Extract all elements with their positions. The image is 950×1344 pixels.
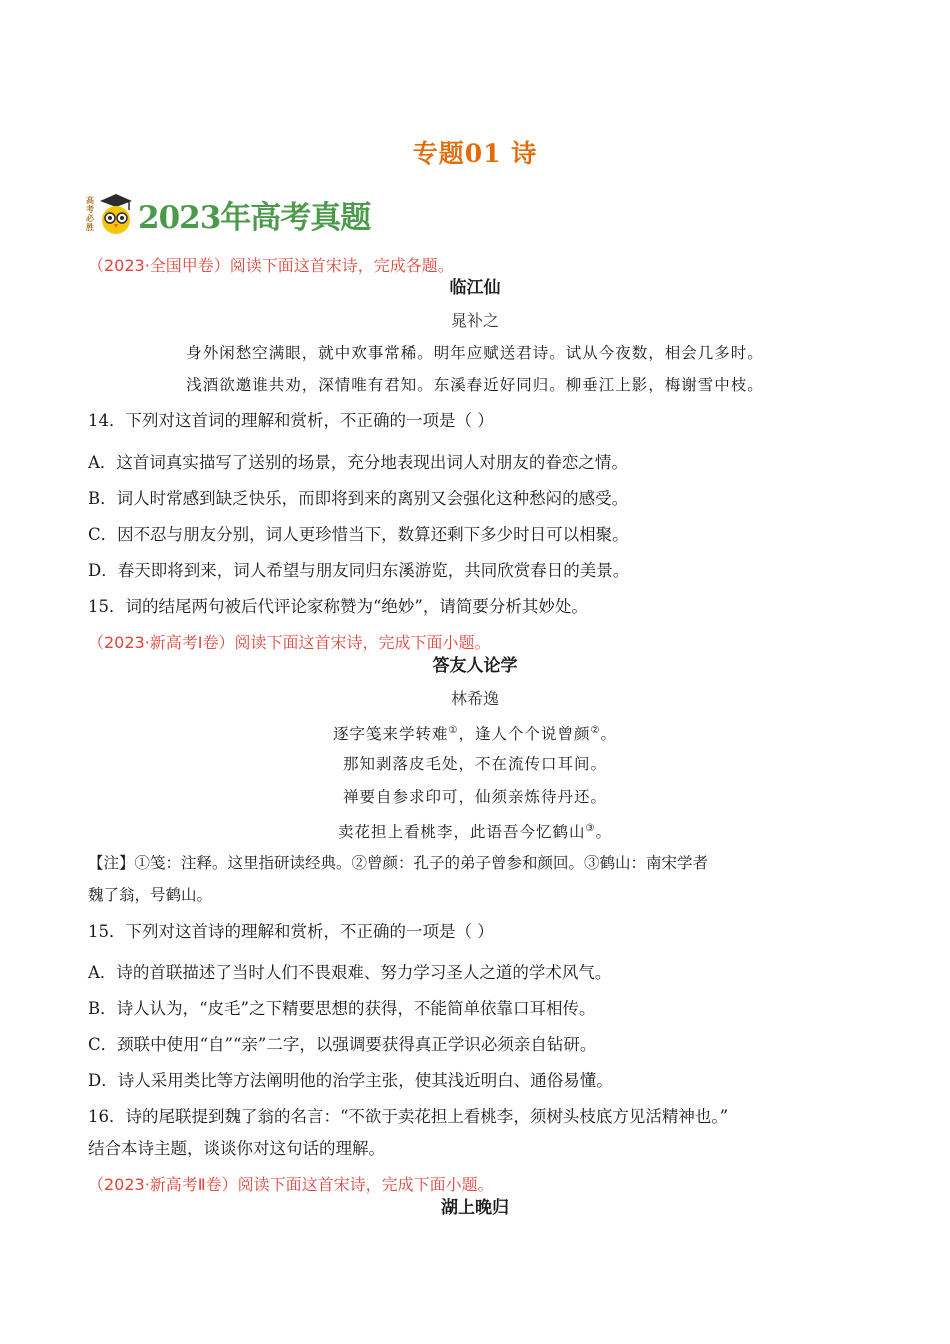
section2-verse-4 xyxy=(0,817,950,844)
footnote-mark: ② xyxy=(590,725,601,736)
footnote-mark: ③ xyxy=(585,823,596,834)
section1-author: 晁补之 xyxy=(450,311,499,330)
owl-mascot-icon xyxy=(98,192,134,236)
banner-title: 2023年高考真题 xyxy=(138,199,371,236)
section3-poem-title: 湖上晚归 xyxy=(441,1198,509,1218)
document-title: 专题01 诗 xyxy=(412,139,538,168)
section1-question-14: 14．下列对这首词的理解和赏析，不正确的一项是（ ） xyxy=(88,411,494,430)
section1-option-a: A．这首词真实描写了送别的场景，充分地表现出词人对朋友的眷恋之情。 xyxy=(88,453,628,472)
section2-question-16-line-1: 16．诗的尾联提到魏了翁的名言：“不欲于卖花担上看桃李，须树头枝底方见活精神也。” xyxy=(88,1107,729,1126)
section1-source: （2023·全国甲卷）阅读下面这首宋诗，完成各题。 xyxy=(88,256,454,275)
verse-text: 。 xyxy=(600,725,617,744)
section1-poem-title: 临江仙 xyxy=(449,278,501,298)
section2-question-16-line-2: 结合本诗主题，谈谈你对这句话的理解。 xyxy=(88,1139,385,1158)
section1-option-b: B．词人时常感到缺乏快乐，而即将到来的离别又会强化这种愁闷的感受。 xyxy=(88,489,629,508)
section-banner xyxy=(86,190,370,238)
section1-option-c: C．因不忍与朋友分别，词人更珍惜当下，数算还剩下多少时日可以相聚。 xyxy=(88,525,629,544)
section2-option-c: C．颈联中使用“自”“亲”二字，以强调要获得真正学识必须亲自钻研。 xyxy=(88,1035,597,1054)
footnote-mark: ① xyxy=(448,725,459,736)
section2-question-15: 15．下列对这首诗的理解和赏析，不正确的一项是（ ） xyxy=(88,922,494,941)
section1-verse-2: 浅酒欲邀谁共劝，深情唯有君知。东溪春近好同归。柳垂江上影，梅谢雪中枝。 xyxy=(186,376,764,394)
banner-badge-text: 高考必胜 xyxy=(86,195,94,232)
section2-verse-1 xyxy=(0,719,950,746)
section2-option-a: A．诗的首联描述了当时人们不畏艰难、努力学习圣人之道的学术风气。 xyxy=(88,963,612,982)
verse-text: 逐字笺来学转难 xyxy=(333,725,449,744)
section2-verse-3: 禅要自参求印可，仙须亲炼待丹还。 xyxy=(342,788,607,806)
section2-note-line-2: 魏了翁，号鹤山。 xyxy=(88,886,213,904)
section2-source: （2023·新高考Ⅰ卷）阅读下面这首宋诗，完成下面小题。 xyxy=(88,633,491,652)
verse-text: 。 xyxy=(595,823,612,842)
verse-text: 卖花担上看桃李，此语吾今忆鹤山 xyxy=(338,823,586,842)
verse-text: ，逢人个个说曾颜 xyxy=(458,725,591,744)
section2-option-b: B．诗人认为，“皮毛”之下精要思想的获得，不能简单依靠口耳相传。 xyxy=(88,999,596,1018)
section1-question-15: 15．词的结尾两句被后代评论家称赞为“绝妙”，请简要分析其妙处。 xyxy=(88,597,588,616)
section2-poem-title: 答友人论学 xyxy=(432,656,518,676)
section3-source: （2023·新高考Ⅱ卷）阅读下面这首宋诗，完成下面小题。 xyxy=(88,1175,494,1194)
section2-author: 林希逸 xyxy=(450,689,499,708)
section1-verse-1: 身外闲愁空满眼，就中欢事常稀。明年应赋送君诗。试从今夜数，相会几多时。 xyxy=(186,344,764,362)
section1-option-d: D．春天即将到来，词人希望与朋友同归东溪游览，共同欣赏春日的美景。 xyxy=(88,561,630,580)
section2-verse-2: 那知剥落皮毛处，不在流传口耳间。 xyxy=(342,755,607,773)
section2-option-d: D．诗人采用类比等方法阐明他的治学主张，使其浅近明白、通俗易懂。 xyxy=(88,1071,613,1090)
section2-note-line-1: 【注】①笺：注释。这里指研读经典。②曾颜：孔子的弟子曾参和颜回。③鹤山：南宋学者 xyxy=(88,854,709,872)
